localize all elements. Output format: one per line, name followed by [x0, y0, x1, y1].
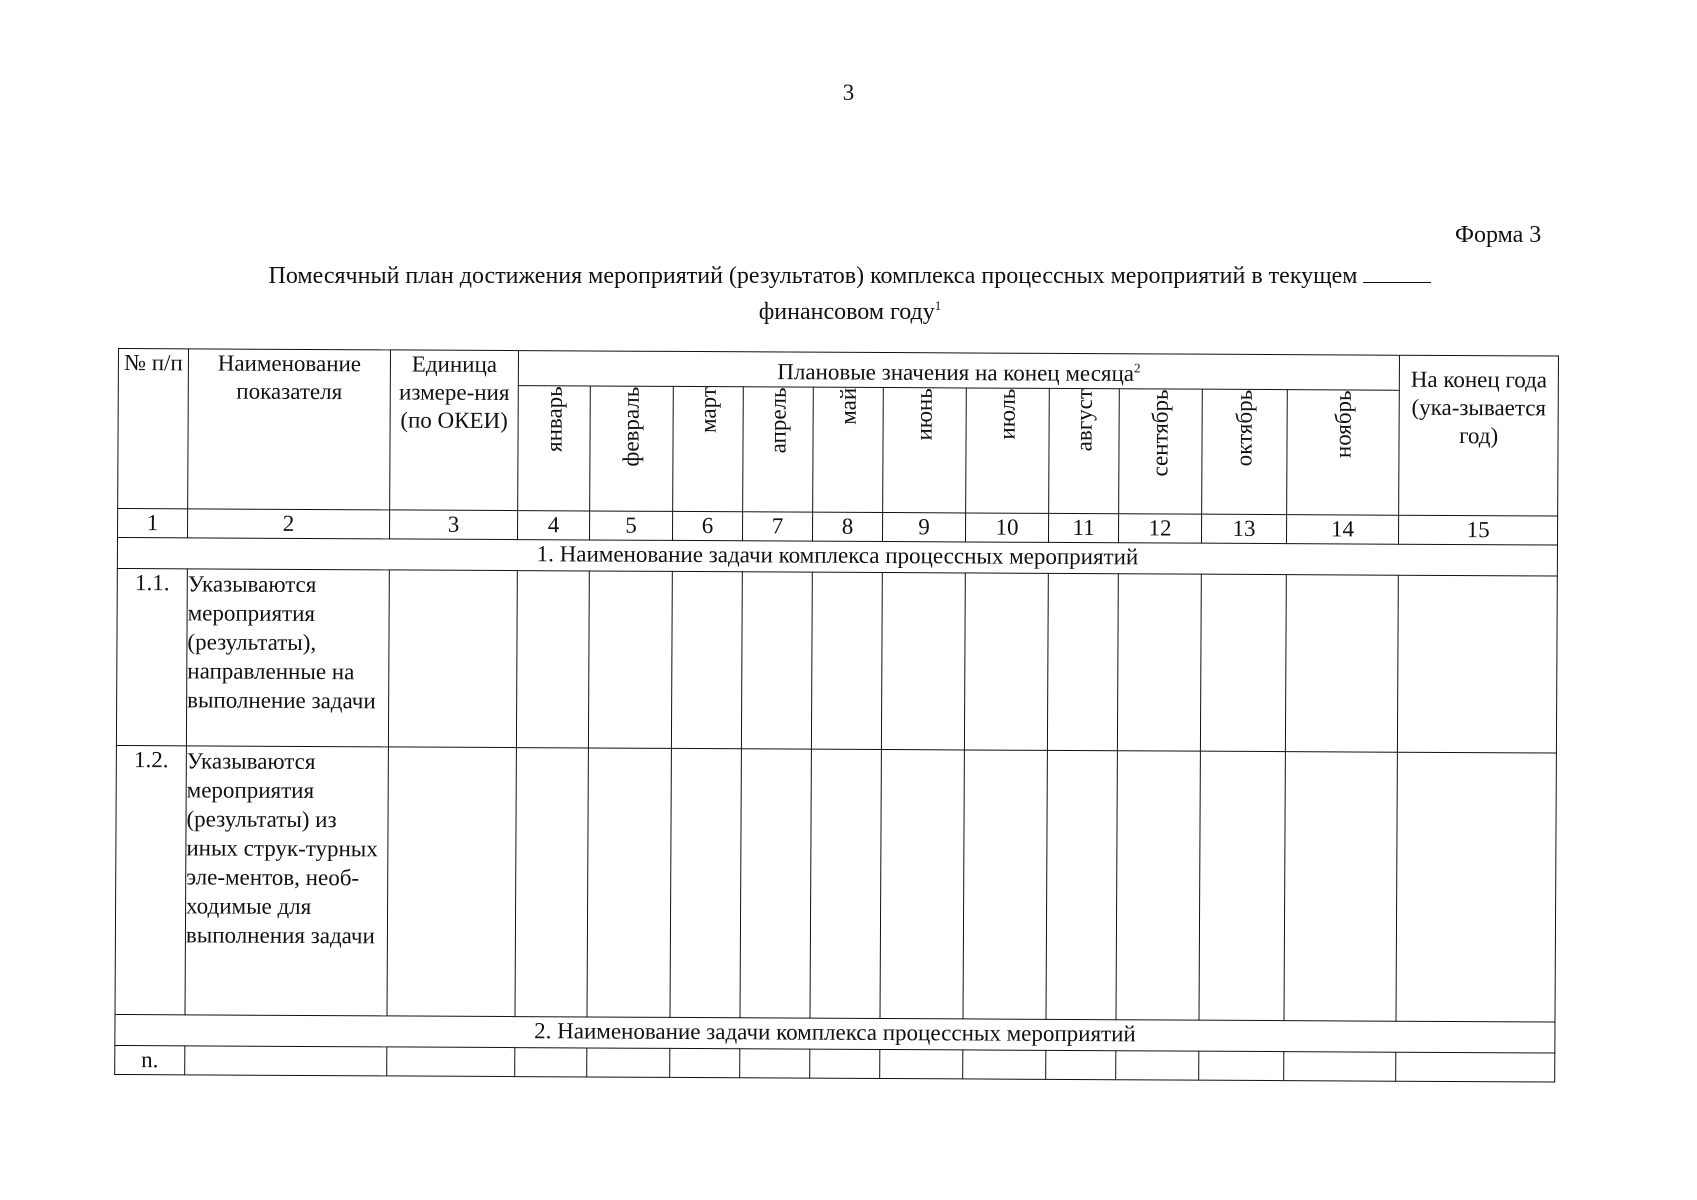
row-number: 1.1.	[116, 568, 187, 745]
empty-cell	[963, 750, 1047, 1019]
empty-cell	[670, 748, 741, 1017]
table-row	[115, 1045, 1555, 1082]
month-header: октябрь	[1202, 389, 1288, 514]
column-number: 2	[188, 509, 390, 539]
empty-cell	[740, 748, 811, 1017]
month-header: апрель	[743, 386, 814, 511]
row-description: Указываются мероприятия (результаты), направленные на выполнение задачи	[186, 569, 389, 747]
empty-cell	[1116, 1050, 1199, 1079]
month-header: июль	[966, 388, 1050, 513]
empty-cell	[1396, 752, 1556, 1022]
empty-cell	[1284, 1051, 1396, 1081]
empty-cell	[587, 1048, 670, 1077]
monthly-plan-table	[114, 348, 1559, 1082]
month-header: август	[1049, 388, 1120, 513]
header-year-end: На конец года (ука-зывается год)	[1399, 355, 1559, 515]
empty-cell	[671, 571, 742, 748]
empty-cell	[1117, 573, 1201, 750]
column-number: 15	[1399, 515, 1558, 545]
year-blank-field	[1363, 262, 1431, 283]
empty-cell	[740, 1048, 810, 1077]
row-description: Указываются мероприятия (результаты) из иных струк-турных эле-ментов, необ-ходимые для выполнения задачи	[185, 746, 388, 1016]
empty-cell	[1199, 1051, 1284, 1080]
column-number: 1	[118, 508, 188, 537]
column-number: 11	[1048, 513, 1118, 542]
empty-cell	[1396, 1052, 1555, 1082]
table-row	[116, 568, 1557, 753]
empty-cell	[741, 571, 812, 748]
month-header: май	[813, 387, 884, 512]
column-number: 10	[965, 513, 1048, 542]
month-header: январь	[518, 385, 591, 510]
empty-cell	[516, 570, 589, 747]
empty-cell	[1285, 574, 1398, 752]
table-row	[115, 745, 1556, 1022]
empty-cell	[515, 747, 588, 1016]
empty-cell	[810, 1049, 880, 1078]
month-header: март	[673, 386, 744, 511]
empty-cell	[963, 1050, 1046, 1079]
header-row-1	[118, 349, 1558, 391]
empty-cell	[810, 749, 881, 1018]
empty-cell	[1116, 750, 1200, 1019]
month-header: сентябрь	[1119, 388, 1203, 513]
title-line-1: Помесячный план достижения мероприятий (результатов) комплекса процессных мероприятий в текущем	[150, 262, 1550, 291]
empty-cell	[1397, 575, 1557, 753]
month-header: ноябрь	[1287, 389, 1400, 515]
column-number: 14	[1286, 514, 1398, 544]
empty-cell	[387, 1047, 515, 1077]
column-number: 7	[743, 511, 813, 540]
header-planned-values: Плановые значения на конец месяца$^2$	[518, 351, 1399, 390]
row-number: 1.2.	[115, 745, 186, 1014]
empty-cell	[1046, 750, 1117, 1019]
empty-cell	[588, 571, 672, 748]
header-number: № п/п	[118, 349, 189, 509]
month-header: февраль	[590, 386, 674, 511]
empty-cell	[1200, 574, 1286, 751]
title-footnote-mark: 1	[934, 298, 942, 313]
section-title: 1. Наименование задачи комплекса процессных мероприятий	[117, 537, 1557, 576]
row-description	[185, 1046, 387, 1076]
column-number: 8	[813, 512, 883, 541]
page-number: 3	[842, 80, 855, 105]
month-header: июнь	[883, 387, 967, 512]
title-line-2: финансовом году$^1$	[758, 298, 942, 325]
column-number: 6	[673, 511, 743, 540]
empty-cell	[515, 1047, 587, 1076]
empty-cell	[811, 572, 882, 749]
column-number: 12	[1118, 513, 1201, 542]
header-unit: Единица измере-ния (по ОКЕИ)	[390, 350, 519, 510]
empty-cell	[387, 747, 516, 1017]
section-title: 2. Наименование задачи комплекса процессных мероприятий	[115, 1014, 1555, 1053]
column-number: 4	[518, 510, 590, 539]
empty-cell	[881, 572, 965, 749]
planned-footnote-mark: 2	[1134, 360, 1141, 376]
empty-cell	[1199, 751, 1285, 1020]
empty-cell	[388, 570, 517, 748]
empty-cell	[587, 748, 671, 1017]
empty-cell	[1046, 1050, 1116, 1079]
empty-cell	[1047, 573, 1118, 750]
empty-cell	[1284, 751, 1397, 1021]
header-indicator: Наименование показателя	[188, 349, 391, 510]
column-number: 3	[390, 510, 518, 540]
column-number: 5	[590, 511, 673, 540]
column-number: 13	[1201, 514, 1286, 543]
row-number: n.	[115, 1045, 185, 1074]
empty-cell	[880, 1049, 963, 1078]
column-number: 9	[882, 512, 965, 541]
form-label: Форма 3	[1455, 222, 1542, 248]
empty-cell	[880, 749, 964, 1018]
empty-cell	[670, 1048, 740, 1077]
document-title	[150, 262, 1550, 327]
empty-cell	[964, 573, 1048, 750]
